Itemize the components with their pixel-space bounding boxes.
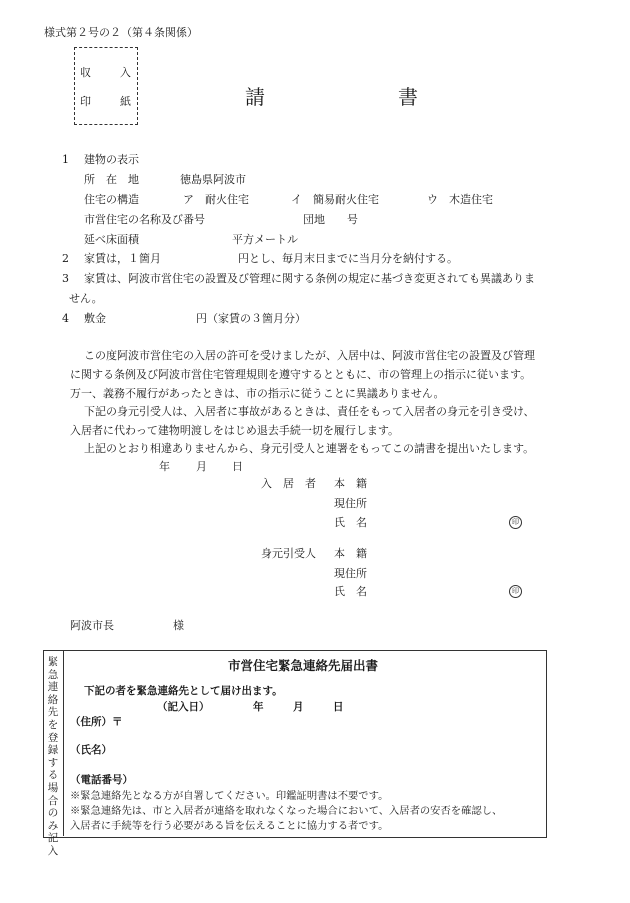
structure-option-i: イ 簡易耐火住宅 [291, 193, 379, 206]
paragraph-line-1: この度阿波市営住宅の入居の許可を受けましたが、入居中は、阿波市営住宅の設置及び管理 [84, 349, 535, 362]
guarantor-seal-icon: 印 [509, 585, 522, 598]
paragraph-line-2: に関する条例及び阿波市営住宅管理規則を遵守するとともに、市の管理上の指示に従います。 [70, 368, 532, 381]
emergency-address-label: （住所）〒 [70, 716, 123, 728]
stamp-char-nyu: 入 [120, 66, 131, 79]
item1-heading: 建物の表示 [84, 153, 139, 166]
housing-name-label: 市営住宅の名称及び番号 [84, 213, 205, 226]
emergency-date-year: 年 [253, 701, 264, 713]
location-label: 所 在 地 [84, 173, 139, 186]
deposit-value: 円（家賃の３箇月分） [196, 312, 306, 325]
stamp-char-shu: 収 [80, 66, 91, 79]
guarantor-label: 身元引受人 [261, 547, 316, 560]
date-day: 日 [232, 460, 243, 473]
item1-number: 1 [62, 153, 69, 166]
item2-number: 2 [62, 252, 69, 265]
item4-number: 4 [62, 312, 69, 325]
resident-address-label: 現住所 [334, 497, 367, 510]
guarantor-address-label: 現住所 [334, 567, 367, 580]
resident-seal-icon: 印 [509, 516, 522, 529]
paragraph-line-3: 万一、義務不履行があったときは、市の指示に従うことに異議ありません。 [70, 387, 445, 400]
emergency-intro: 下記の者を緊急連絡先として届け出ます。 [84, 685, 283, 697]
resident-honseki-label: 本 籍 [334, 477, 367, 490]
stamp-char-shi: 紙 [120, 95, 131, 108]
resident-name-label: 氏 名 [334, 516, 367, 529]
location-value: 徳島県阿波市 [180, 173, 246, 186]
emergency-note-1: ※緊急連絡先となる方が自署してください。印鑑証明書は不要です。 [70, 790, 389, 802]
date-year: 年 [159, 460, 170, 473]
emergency-name-label: （氏名） [70, 744, 112, 756]
emergency-date-day: 日 [333, 701, 344, 713]
emergency-title: 市営住宅緊急連絡先届出書 [228, 658, 379, 673]
page-title-sei: 請 [245, 85, 265, 109]
guarantor-name-label: 氏 名 [334, 585, 367, 598]
resident-label: 入 居 者 [261, 477, 316, 490]
item3-number: 3 [62, 272, 69, 285]
emergency-date-month: 月 [293, 701, 304, 713]
rent-text: 家賃は，１箇月 円とし、毎月末日までに当月分を納付する。 [84, 252, 458, 265]
emergency-entry-date-label: （記入日） [157, 701, 210, 713]
revenue-stamp-box [74, 47, 138, 125]
structure-option-a: ア 耐火住宅 [183, 193, 249, 206]
floor-area-label: 延べ床面積 [84, 233, 139, 246]
housing-name-value: 団地 号 [303, 213, 358, 226]
paragraph-line-4: 下記の身元引受人は、入居者に事故があるときは、責任をもって入居者の身元を引き受け、 [84, 405, 535, 418]
emergency-note-3: 入居者に手続等を行う必要がある旨を伝えることに協力する者です。 [70, 820, 389, 832]
page-title-sho: 書 [398, 85, 418, 109]
emergency-side-label: 緊急連絡先を登録する場合のみ記入 [47, 656, 59, 857]
addressee-mayor: 阿波市長 [70, 619, 114, 632]
rent-change-text-line2: せん。 [69, 292, 103, 305]
structure-option-u: ウ 木造住宅 [427, 193, 493, 206]
paragraph-line-5: 入居者に代わって建物明渡しをはじめ退去手続一切を履行します。 [70, 424, 400, 437]
deposit-label: 敷金 [84, 312, 106, 325]
guarantor-honseki-label: 本 籍 [334, 547, 367, 560]
rent-change-text-line1: 家賃は、阿波市営住宅の設置及び管理に関する条例の規定に基づき変更されても異議ありま [84, 272, 535, 285]
form-id: 様式第２号の２（第４条関係） [44, 26, 198, 39]
paragraph-line-6: 上記のとおり相違ありませんから、身元引受人と連署をもってこの請書を提出いたします。 [84, 442, 535, 455]
structure-label: 住宅の構造 [84, 193, 139, 206]
stamp-char-in: 印 [80, 95, 91, 108]
date-month: 月 [196, 460, 207, 473]
emergency-phone-label: （電話番号） [70, 774, 133, 786]
floor-area-unit: 平方メートル [232, 233, 298, 246]
emergency-note-2: ※緊急連絡先は、市と入居者が連絡を取れなくなった場合において、入居者の安否を確認し、 [70, 805, 503, 817]
addressee-sama: 様 [173, 619, 184, 632]
